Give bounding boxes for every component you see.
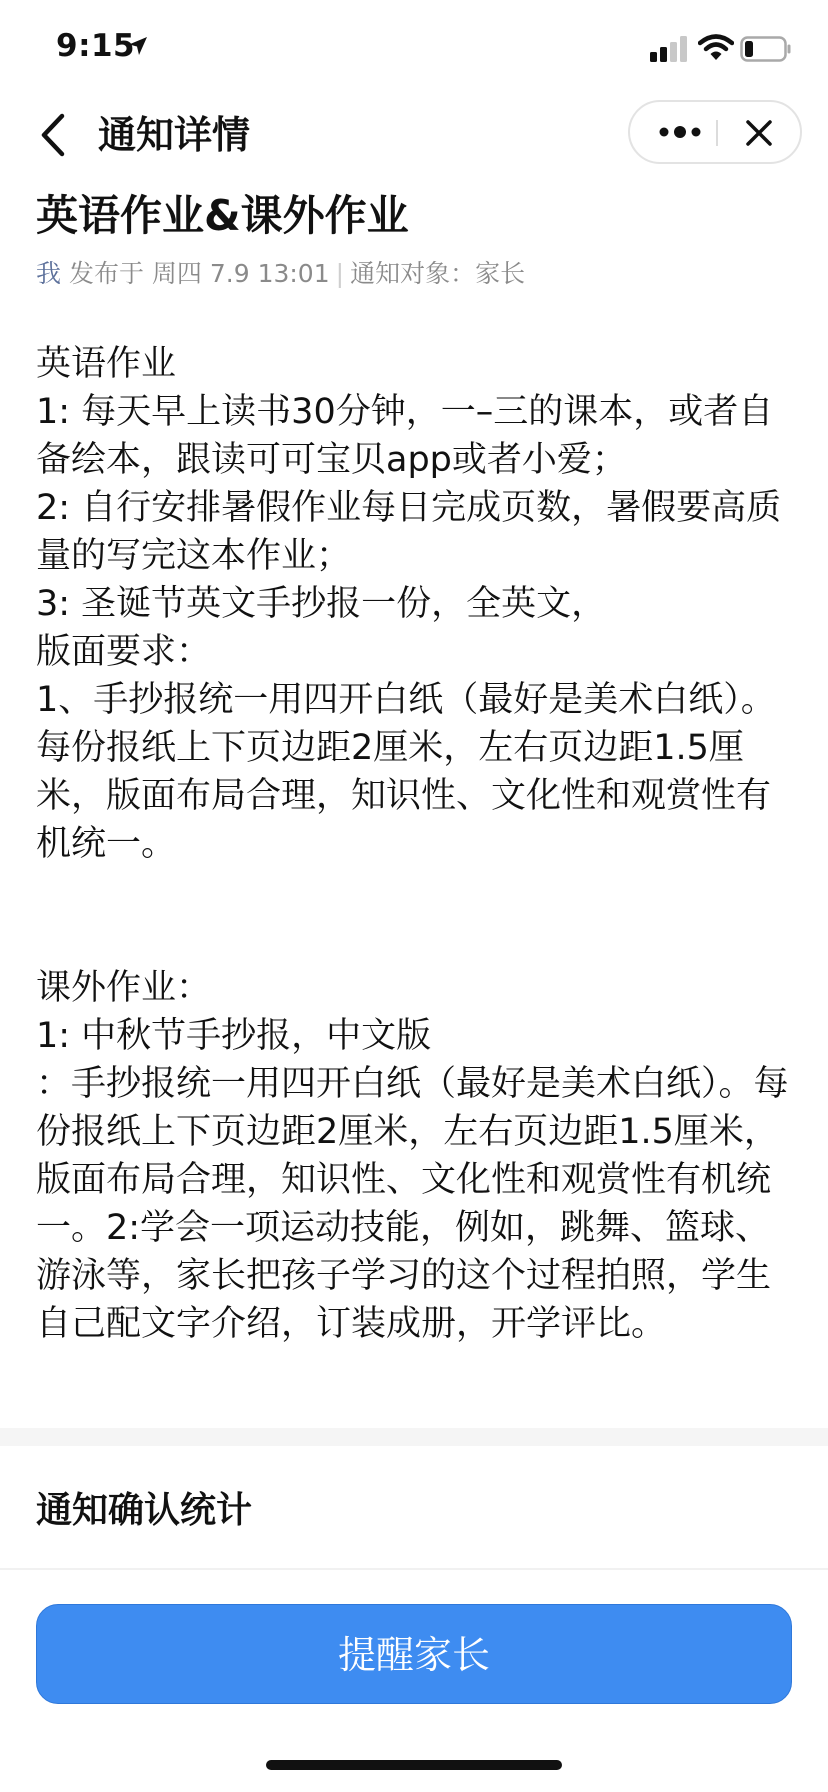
meta-separator: | — [335, 259, 345, 288]
content-paragraph: ：手抄报统一用四开白纸（最好是美术白纸）。每份报纸上下页边距2厘米，左右页边距1.5厘米，版面布局合理，知识性、文化性和观赏性有机统一。2:学会一项运动技能，例如，跳舞、篮球、游泳等，家长把孩子学习的这个过程拍照，学生自己配文字介绍，订装成册，开学评比。 — [36, 1064, 789, 1344]
remind-parents-button[interactable]: 提醒家长 — [36, 1604, 792, 1704]
notice-title: 英语作业&课外作业 — [36, 191, 409, 240]
publish-time: 发布于 周四 7.9 13:01 — [68, 259, 330, 288]
content-paragraph: 课外作业： — [36, 968, 212, 1008]
notice-audience: 通知对象：家长 — [350, 259, 526, 288]
location-arrow-icon — [126, 34, 150, 58]
content-blank-line — [36, 916, 796, 964]
content-paragraph: 1: 中秋节手抄报，中文版 — [36, 1016, 432, 1056]
confirm-stats-title[interactable]: 通知确认统计 — [36, 1490, 253, 1531]
content-paragraph: 2: 自行安排暑假作业每日完成页数，暑假要高质量的写完这本作业； — [36, 488, 782, 576]
notice-content — [36, 340, 796, 1348]
back-arrow-icon[interactable] — [36, 110, 70, 160]
status-time: 9:15 — [56, 28, 136, 64]
wifi-icon — [698, 34, 734, 62]
content-paragraph: 版面要求： — [36, 632, 212, 672]
divider-line — [0, 1568, 828, 1570]
navigation-bar — [0, 90, 828, 180]
content-blank-line — [36, 868, 796, 916]
content-paragraph: 英语作业 — [36, 344, 177, 384]
status-bar — [0, 0, 828, 100]
page-title: 通知详情 — [98, 113, 251, 157]
close-icon[interactable] — [742, 116, 776, 150]
cellular-signal-icon — [650, 36, 690, 62]
home-indicator — [266, 1760, 562, 1770]
content-paragraph: 3: 圣诞节英文手抄报一份，全英文， — [36, 584, 607, 624]
author-name[interactable]: 我 — [36, 259, 62, 288]
more-options-icon[interactable] — [650, 112, 710, 152]
battery-icon — [740, 36, 792, 62]
content-paragraph: 1: 每天早上读书30分钟，一–三的课本，或者自备绘本，跟读可可宝贝app或者小爱； — [36, 392, 774, 480]
capsule-divider — [716, 120, 718, 146]
notice-meta — [36, 256, 525, 292]
section-divider — [0, 1428, 828, 1446]
content-paragraph: 1、手抄报统一用四开白纸（最好是美术白纸）。每份报纸上下页边距2厘米，左右页边距1.5厘米，版面布局合理，知识性、文化性和观赏性有机统一。 — [36, 680, 776, 864]
mini-program-capsule — [628, 100, 802, 164]
